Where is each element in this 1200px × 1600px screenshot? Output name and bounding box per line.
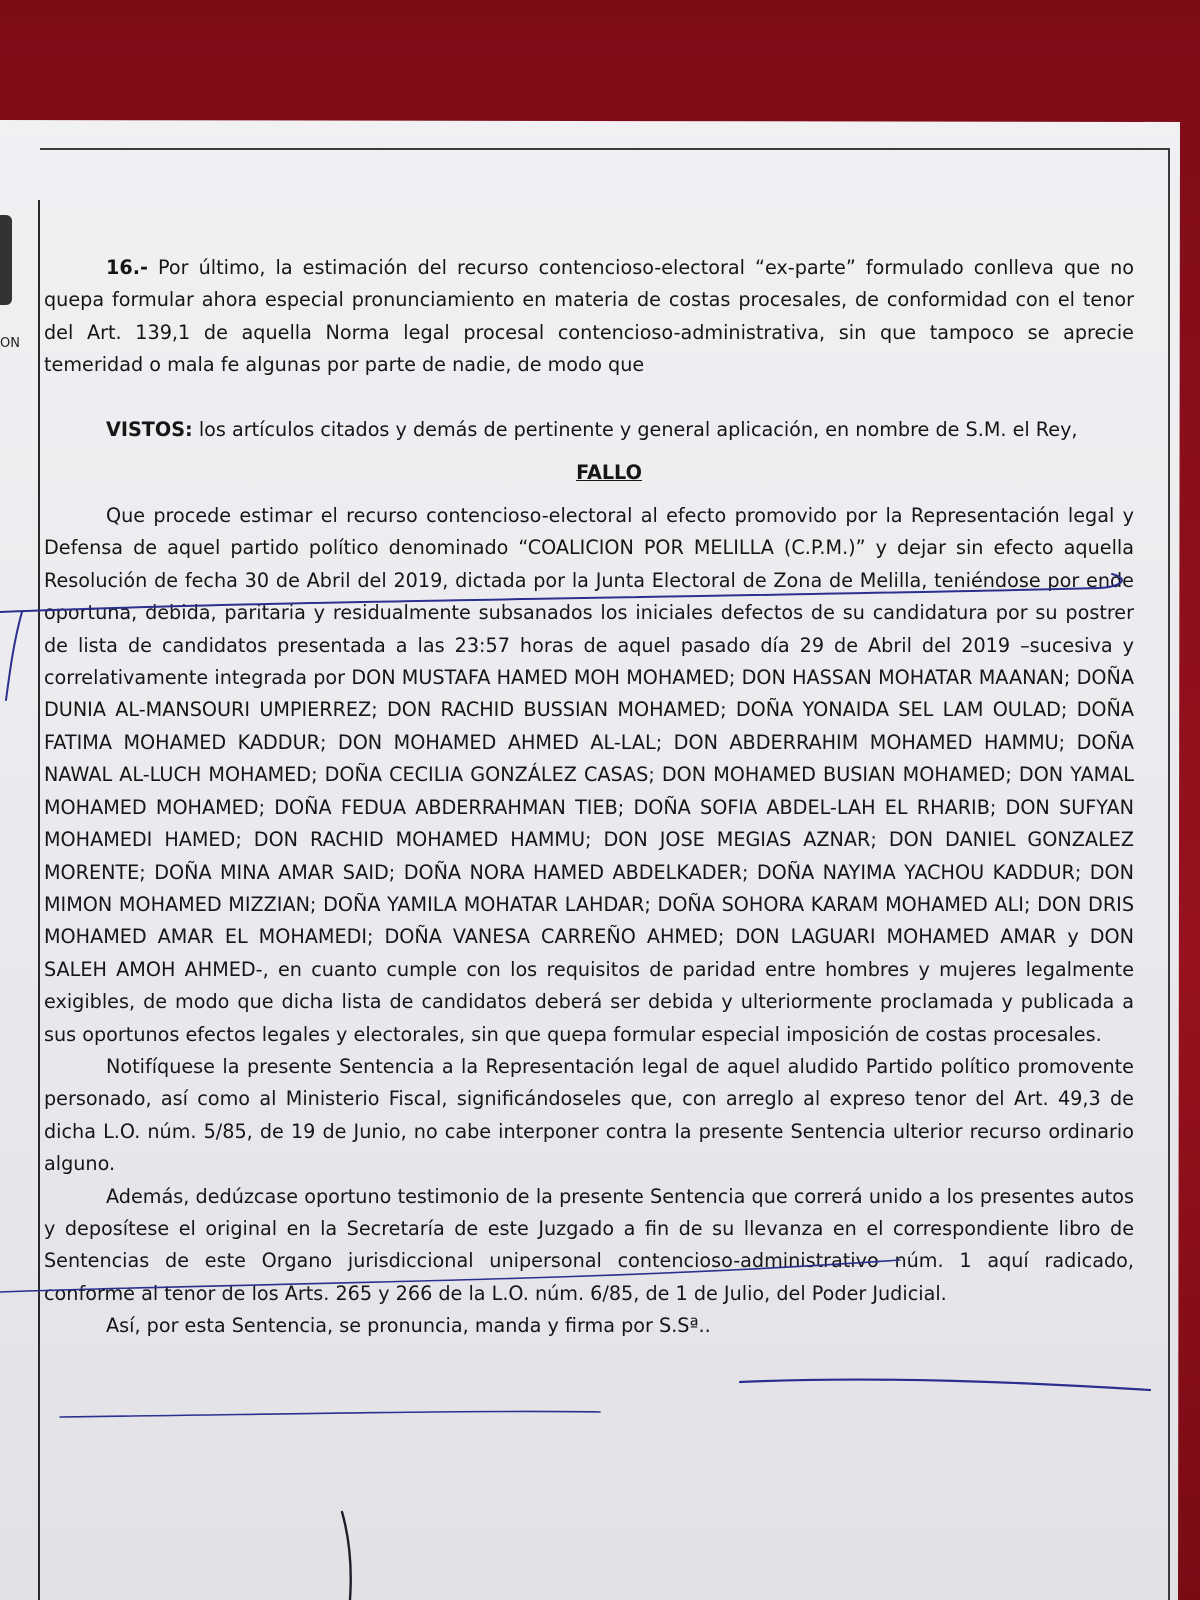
vistos-label: VISTOS: xyxy=(106,417,193,441)
paragraph-16 xyxy=(44,252,1134,382)
document-body xyxy=(44,252,1134,1343)
vistos-text: los artículos citados y demás de pertinente y general aplicación, en nombre de S.M. el Rey, xyxy=(198,417,1078,441)
margin-label: ON xyxy=(0,336,20,351)
paragraph-number: 16.- xyxy=(106,256,148,279)
fallo-title: FALLO xyxy=(576,461,642,485)
paragraph-fallo: Que procede estimar el recurso contencioso-electoral al efecto promovido por la Representación legal y Defensa de aquel partido político denominado “COALICION POR MELILLA (C.P.M.)” y dejar sin efecto aquella Resolución de fecha 30 de Abril del 2019, dictada por la Junta Electoral de Zona de Melilla, teniéndose por ende oportuna, debida, paritaria y residualmente subsanados los iniciales defectos de su candidatura por su postrer de lista de candidatos presentada a las 23:57 horas de aquel pasado día 29 de Abril del 2019 –sucesiva y correlativamente integrada por DON MUSTAFA HAMED MOH MOHAMED; DON HASSAN MOHATAR MAANAN; DOÑA DUNIA AL-MANSOURI UMPIERREZ; DON RACHID BUSSIAN MOHAMED; DOÑA YONAIDA SEL LAM OULAD; DOÑA FATIMA MOHAMED KADDUR; DON MOHAMED AHMED AL-LAL; DON ABDERRAHIM MOHAMED HAMMU; DOÑA NAWAL AL-LUCH MOHAMED; DOÑA CECILIA GONZÁLEZ CASAS; DON MOHAMED BUSIAN MOHAMED; DON YAMAL MOHAMED MOHAMED; DOÑA FEDUA ABDERRAHMAN TIEB; DOÑA SOFIA ABDEL-LAH EL RHARIB; DON SUFYAN MOHAMEDI HAMED; DON RACHID MOHAMED HAMMU; DON JOSE MEGIAS AZNAR; DON DANIEL GONZALEZ MORENTE; DOÑA MINA AMAR SAID; DOÑA NORA HAMED ABDELKADER; DOÑA NAYIMA YACHOU KADDUR; DON MIMON MOHAMED MIZZIAN; DOÑA YAMILA MOHATAR LAHDAR; DOÑA SOHORA KARAM MOHAMED ALI; DON DRIS MOHAMED AMAR EL MOHAMEDI; DOÑA VANESA CARREÑO AHMED; DON LAGUARI MOHAMED AMAR y DON SALEH AMOH AHMED-, en cuanto cumple con los requisitos de paridad entre hombres y mujeres legalmente exigibles, de modo que dicha lista de candidatos deberá ser debida y ulteriormente proclamada y publicada a sus oportunos efectos legales y electorales, sin que quepa formular especial imposición de costas procesales. xyxy=(44,504,1134,1046)
paragraph-ademas: Además, dedúzcase oportuno testimonio de la presente Sentencia que correrá unido a los presentes autos y deposítese el original en la Secretaría de este Juzgado a fin de su llevanza en el correspondiente libro de Sentencias de este Organo jurisdiccional unipersonal contencioso-administrativo núm. 1 aquí radicado, conforme al tenor de los Arts. 265 y 266 de la L.O. núm. 6/85, de 1 de Julio, del Poder Judicial. xyxy=(44,1184,1134,1305)
paragraph-16-text: Por último, la estimación del recurso contencioso-electoral “ex-parte” formulado conlleva que no quepa formular ahora especial pronunciamiento en materia de costas procesales, de conformidad con el tenor del Art. 139,1 de aquella Norma legal procesal contencioso-administrativa, sin que tampoco se aprecie temeridad o mala fe algunas por parte de nadie, de modo que xyxy=(44,256,1134,377)
crest-icon xyxy=(0,215,12,305)
paragraph-vistos xyxy=(44,414,1134,446)
page-frame-right xyxy=(1168,150,1170,1600)
paragraph-notificacion: Notifíquese la presente Sentencia a la Representación legal de aquel aludido Partido político promovente personado, así como al Ministerio Fiscal, significándoseles que, con arreglo al expreso tenor del Art. 49,3 de dicha L.O. núm. 5/85, de 19 de Junio, no cabe interponer contra la presente Sentencia ulterior recurso ordinario alguno. xyxy=(44,1054,1134,1176)
page-frame-left xyxy=(38,200,40,1600)
paragraph-closing: Así, por esta Sentencia, se pronuncia, manda y firma por S.Sª.. xyxy=(106,1314,711,1338)
page-frame-top xyxy=(40,148,1170,150)
spacer xyxy=(44,382,1134,414)
